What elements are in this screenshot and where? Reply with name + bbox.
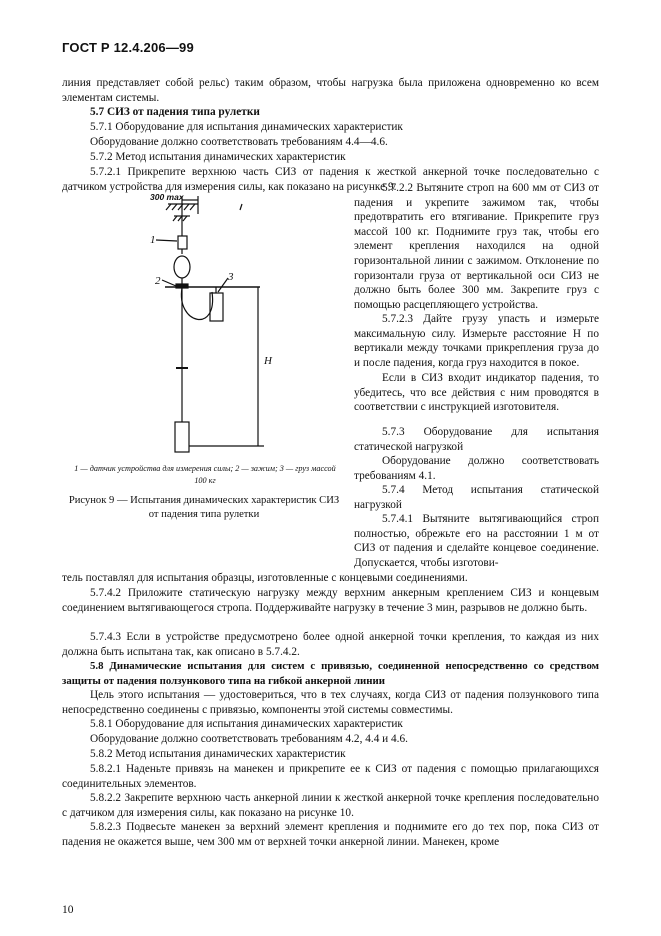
paragraph: 5.8.2.2 Закрепите верхнюю часть анкерной линии к жесткой анкерной точке крепления последовательно с датчиком для измерения силы, как показано на рисунке 10. [62,792,599,819]
paragraph: 5.7.2.1 Прикрепите верхнюю часть СИЗ от падения к жесткой анкерной точке последовательно с датчиком устройства для измерения силы, как показано на рисунке 9. [62,166,599,193]
paragraph: 5.7.4.1 Вытяните вытягивающийся строп полностью, обрежьте его на расстоянии 1 м от СИЗ от падения и сделайте концевое соединение. Допускается, чтобы изготови- [354,513,599,569]
figure-label-1: 1 [150,234,156,246]
paragraph: 5.7.1 Оборудование для испытания динамических характеристик [90,121,403,133]
paragraph: 5.7.4.3 Если в устройстве предусмотрено более одной анкерной точки крепления, то каждая из них должна быть испытана так, как описано в 5.7.4.2. [62,631,599,658]
paragraph: Оборудование должно соответствовать требованиям 4.2, 4.4 и 4.6. [90,733,408,745]
dimension-label: 300 max [150,192,184,202]
leader-line-1 [156,240,177,241]
force-sensor [178,236,187,249]
page-header: ГОСТ Р 12.4.206—99 [62,40,194,55]
leader-line-2 [162,280,176,286]
paragraph: 5.8.1 Оборудование для испытания динамических характеристик [90,718,403,730]
dimension-mark [240,204,242,210]
paragraph: 5.8.2 Метод испытания динамических характеристик [90,748,346,760]
weight-100kg-lower [175,422,189,452]
paragraph: 5.7.2.3 Дайте грузу упасть и измерьте максимальную силу. Измерьте расстояние H по вертикали между точками прикрепления груза до и после падения, когда груз находится в покое. [354,313,599,369]
paragraph: 5.7.4 Метод испытания статической нагрузкой [354,484,599,511]
paragraph: 5.7.2.2 Вытяните строп на 600 мм от СИЗ от падения и укрепите зажимом так, чтобы предотвратить его втягивание. Прикрепите груз массой 100 кг. Поднимите груз так, чтобы его элемент крепления находился на одной горизонтальной линии с зажимом. Отклонение по горизонтали груза от вертикальной оси СИЗ не должно быть более 300 мм. Закрепите груз с помощью расцепляющего устройства. [354,182,599,311]
paragraph: Оборудование должно соответствовать требованиям 4.4—4.6. [90,136,388,148]
paragraph: 5.8.2.1 Наденьте привязь на манекен и прикрепите ее к СИЗ от падения с помощью прилагающихся соединительных элементов. [62,763,599,790]
lanyard-loop [181,288,212,319]
figure-label-3: 3 [228,271,234,283]
paragraph: Цель этого испытания — удостовериться, что в тех случаях, когда СИЗ от падения ползункового типа непосредственно соединены с привязью, компоненты этой системы совместимы. [62,689,599,716]
figure-9-diagram [140,194,280,456]
paragraph: 5.7.3 Оборудование для испытания статической нагрузкой [354,426,599,453]
paragraph: 5.8.2.3 Подвесьте манекен за верхний элемент крепления и поднимите его до тех пор, пока СИЗ от падения не окажется выше, чем 300 мм от верхней точки анкерной линии. Манекен, кроме [62,821,599,848]
figure-label-h: H [264,355,272,367]
paragraph: Оборудование должно соответствовать требованиям 4.1. [354,455,599,482]
paragraph: 5.7.2 Метод испытания динамических характеристик [90,151,346,163]
paragraph: Если в СИЗ входит индикатор падения, то убедитесь, что все действия с ним проводятся в соответствии с инструкцией изготовителя. [354,372,599,414]
paragraph: 5.7.4.2 Приложите статическую нагрузку между верхним анкерным креплением СИЗ и концевым соединением вытягивающегося стропа. Поддерживайте нагрузку в течение 3 мин, разрывов не должно быть. [62,587,599,614]
paragraph: тель поставлял для испытания образцы, изготовленные с концевыми соединениями. [62,572,468,584]
leader-line-3 [218,278,228,292]
section-heading-5-8: 5.8 Динамические испытания для систем с привязью, соединенной непосредственно со средством защиты от падения ползункового типа на гибкой анкерной линии [62,660,599,687]
section-heading-5-7: 5.7 СИЗ от падения типа рулетки [90,106,260,118]
paragraph: линия представляет собой рельс) таким образом, чтобы нагрузка была приложена одновременно ко всем элементам системы. [62,77,599,104]
figure-label-2: 2 [155,275,161,287]
fall-arrester [174,256,190,278]
figure-legend: 1 — датчик устройства для измерения силы; 2 — зажим; 3 — груз массой 100 кг [74,464,336,485]
figure-caption: Рисунок 9 — Испытания динамических характеристик СИЗ от падения типа рулетки [68,495,340,520]
page-number: 10 [62,904,74,916]
